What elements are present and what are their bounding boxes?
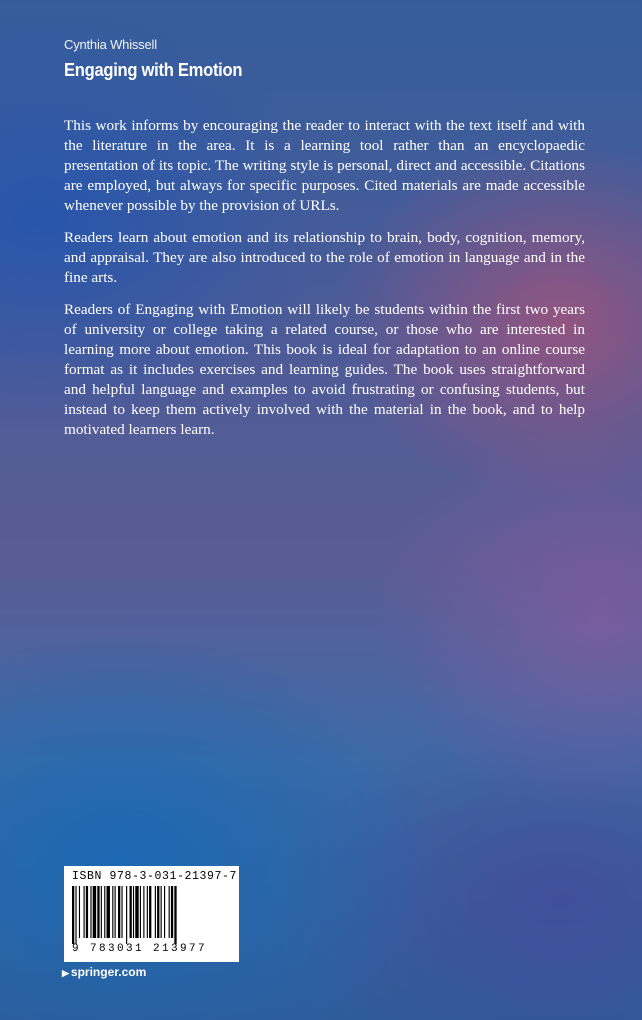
barcode-digits: 9 783031 213977 bbox=[72, 943, 208, 955]
barcode-bar bbox=[155, 886, 156, 938]
barcode-bar bbox=[107, 886, 110, 938]
barcode-bar bbox=[169, 886, 170, 938]
barcode-bar bbox=[118, 886, 120, 938]
right-triangle-icon: ▶ bbox=[62, 968, 69, 978]
barcode-bar bbox=[133, 886, 134, 938]
barcode-bars bbox=[70, 886, 233, 944]
barcode-bar bbox=[126, 886, 127, 944]
barcode-bar bbox=[90, 886, 91, 938]
isbn-label: ISBN 978-3-031-21397-7 bbox=[72, 870, 238, 883]
barcode-bar bbox=[104, 886, 105, 938]
blurb bbox=[64, 116, 585, 452]
barcode-bar bbox=[72, 886, 74, 944]
barcode-bar bbox=[174, 886, 176, 944]
barcode-bar bbox=[93, 886, 96, 938]
barcode-bar bbox=[147, 886, 148, 938]
barcode-bar bbox=[171, 886, 173, 938]
book-title: Engaging with Emotion bbox=[64, 60, 243, 80]
barcode-bar bbox=[157, 886, 159, 938]
barcode-bar bbox=[101, 886, 102, 938]
blurb-paragraph: Readers of Engaging with Emotion will likely be students within the first two years of university or college taking a related course, or those who are interested in learning more about emotion. This book is ideal for adaptation to an online course format as it includes exercises and learning guides. The book uses straightforward and helpful language and examples to avoid frustrating or confusing students, but instead to keep them actively involved with the material in the book, and to help motivated learners learn. bbox=[64, 301, 585, 438]
barcode-bar bbox=[75, 886, 76, 944]
barcode-bar bbox=[115, 886, 116, 938]
author-name: Cynthia Whissell bbox=[64, 37, 157, 52]
barcode-bar bbox=[84, 886, 85, 938]
barcode-bar bbox=[135, 886, 138, 938]
barcode-bar bbox=[130, 886, 132, 938]
isbn-barcode bbox=[64, 866, 239, 962]
barcode-bar bbox=[121, 886, 122, 938]
blurb-paragraph: This work informs by encouraging the reader to interact with the text itself and with the literature in the area. It is a learning tool rather than an encyclopaedic presentation of its topic. The writing style is personal, direct and accessible. Citations are employed, but always for specific purposes. Cited materials are made accessible whenever possible by the provision of URLs. bbox=[64, 117, 585, 214]
barcode-bar bbox=[79, 886, 80, 938]
blurb-paragraph: Readers learn about emotion and its relationship to brain, body, cognition, memory, and appraisal. They are also introduced to the role of emotion in language and in the fine arts. bbox=[64, 229, 585, 286]
barcode-bar bbox=[161, 886, 162, 938]
publisher-url: springer.com bbox=[70, 965, 147, 979]
barcode-bar bbox=[97, 886, 99, 938]
barcode-bar bbox=[140, 886, 141, 938]
barcode-bar bbox=[149, 886, 151, 938]
barcode-bar bbox=[86, 886, 88, 938]
barcode-bar bbox=[164, 886, 165, 938]
publisher-link[interactable] bbox=[62, 965, 146, 979]
barcode-bar bbox=[112, 886, 113, 938]
barcode-bar bbox=[143, 886, 144, 938]
